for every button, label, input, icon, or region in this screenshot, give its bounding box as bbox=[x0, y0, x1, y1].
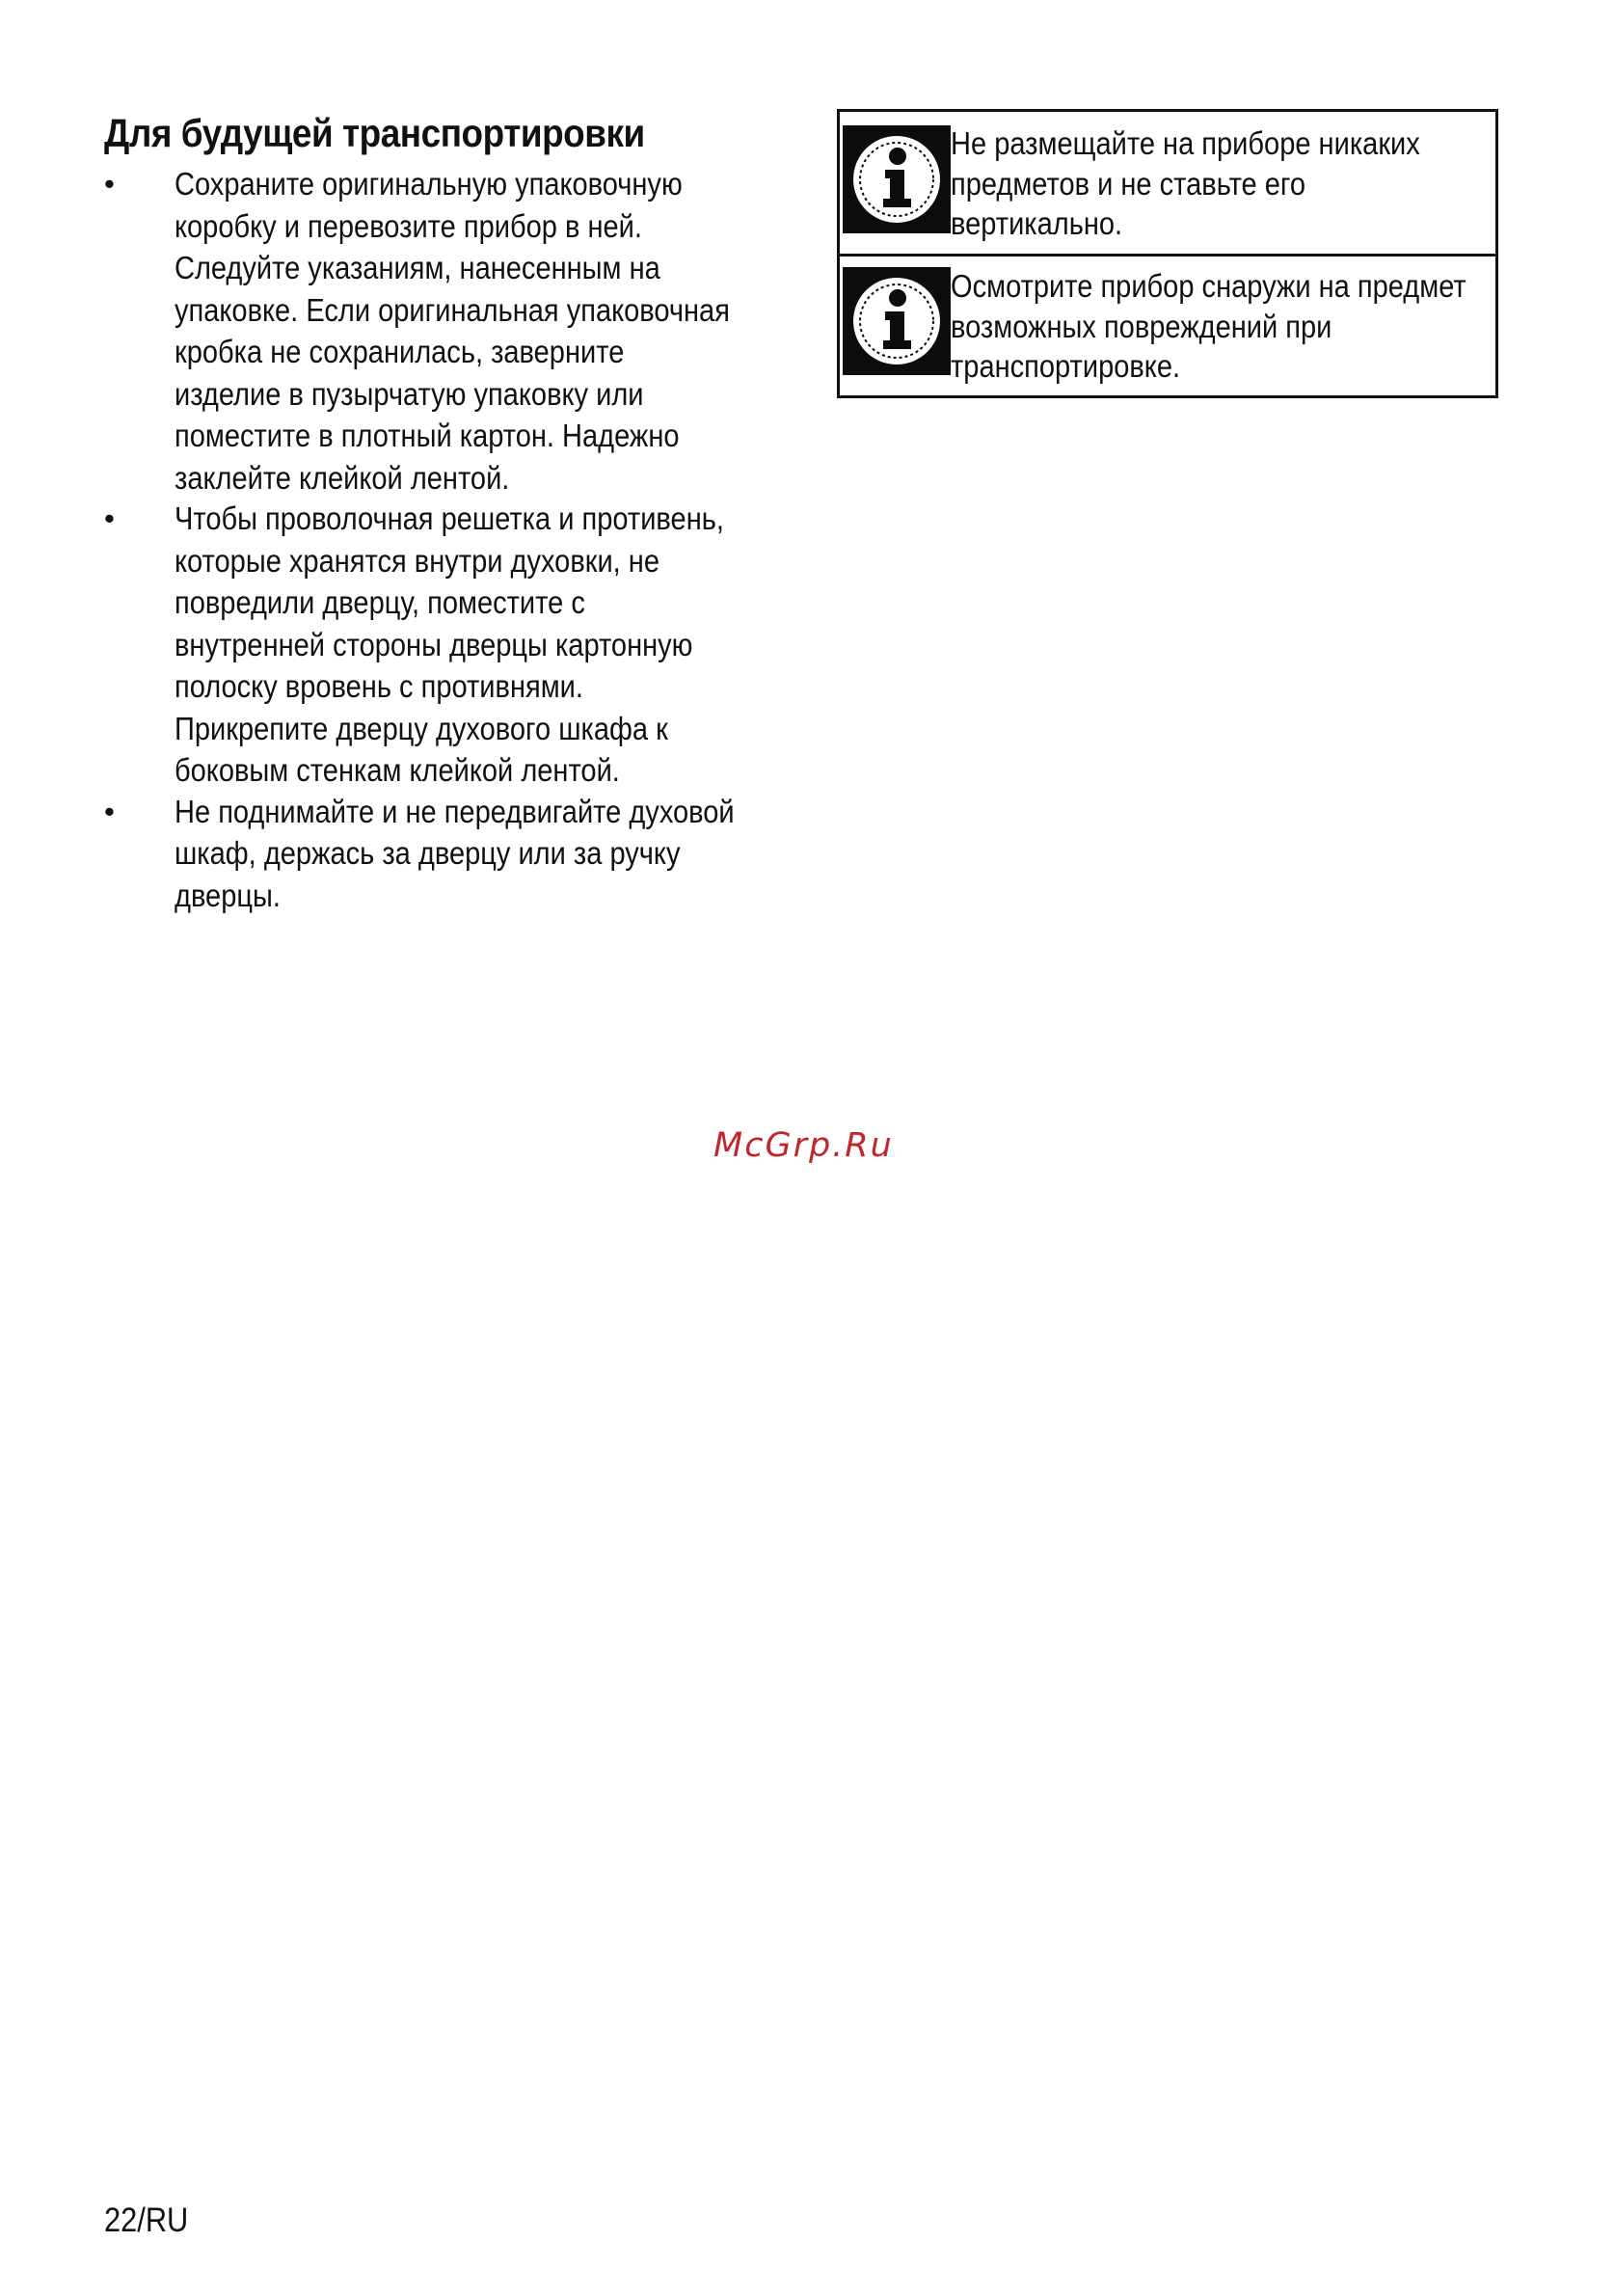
list-item bbox=[104, 791, 818, 917]
list-item bbox=[104, 498, 818, 792]
notice-text bbox=[951, 123, 1493, 244]
notice-row bbox=[840, 112, 1495, 254]
text-line: транспортировке. bbox=[951, 348, 1181, 384]
text-line: кробка не сохранилась, заверните bbox=[175, 334, 625, 369]
transport-instructions-list bbox=[104, 163, 818, 915]
page-number: 22/RU bbox=[104, 2201, 189, 2239]
info-icon bbox=[843, 267, 951, 375]
text-line: повредили дверцу, поместите с bbox=[175, 584, 585, 620]
list-item-text bbox=[175, 498, 871, 792]
text-line: боковым стенкам клейкой лентой. bbox=[175, 752, 620, 788]
watermark: McGrp.Ru bbox=[713, 1126, 894, 1165]
text-line: которые хранятся внутри духовки, не bbox=[175, 542, 660, 579]
text-line: шкаф, держась за дверцу или за ручку bbox=[175, 835, 681, 871]
text-line: Не поднимайте и не передвигайте духовой bbox=[175, 793, 735, 829]
text-line: вертикально. bbox=[951, 205, 1123, 241]
info-icon bbox=[843, 125, 951, 233]
text-line: Чтобы проволочная решетка и противень, bbox=[175, 500, 724, 536]
text-line: упаковке. Если оригинальная упаковочная bbox=[175, 291, 730, 328]
text-line: дверцы. bbox=[175, 877, 281, 913]
text-line: поместите в плотный картон. Надежно bbox=[175, 418, 680, 453]
text-line: внутренней стороны дверцы картонную bbox=[175, 626, 693, 662]
bullet-icon: • bbox=[104, 794, 115, 828]
section-heading: Для будущей транспортировки bbox=[104, 111, 645, 155]
notice-row bbox=[840, 254, 1495, 395]
text-line: изделие в пузырчатую упаковку или bbox=[175, 375, 644, 412]
text-line: Осмотрите прибор снаружи на предмет bbox=[951, 268, 1466, 304]
text-line: Сохраните оригинальную упаковочную bbox=[175, 166, 683, 202]
list-item-text bbox=[175, 791, 871, 917]
text-line: Прикрепите дверцу духового шкафа к bbox=[175, 710, 668, 746]
text-line: заклейте клейкой лентой. bbox=[175, 459, 510, 496]
bullet-icon: • bbox=[104, 167, 115, 201]
text-line: Следуйте указаниям, нанесенным на bbox=[175, 250, 660, 285]
notice-text bbox=[951, 266, 1493, 387]
text-line: коробку и перевозите прибор в ней. bbox=[175, 207, 642, 244]
list-item bbox=[104, 163, 818, 499]
text-line: предметов и не ставьте его bbox=[951, 165, 1306, 202]
text-line: возможных повреждений при bbox=[951, 308, 1332, 344]
text-line: полоску вровень с противнями. bbox=[175, 668, 583, 704]
list-item-text bbox=[175, 163, 871, 499]
bullet-icon: • bbox=[104, 501, 115, 535]
notice-box bbox=[837, 109, 1498, 398]
text-line: Не размещайте на приборе никаких bbox=[951, 125, 1420, 161]
